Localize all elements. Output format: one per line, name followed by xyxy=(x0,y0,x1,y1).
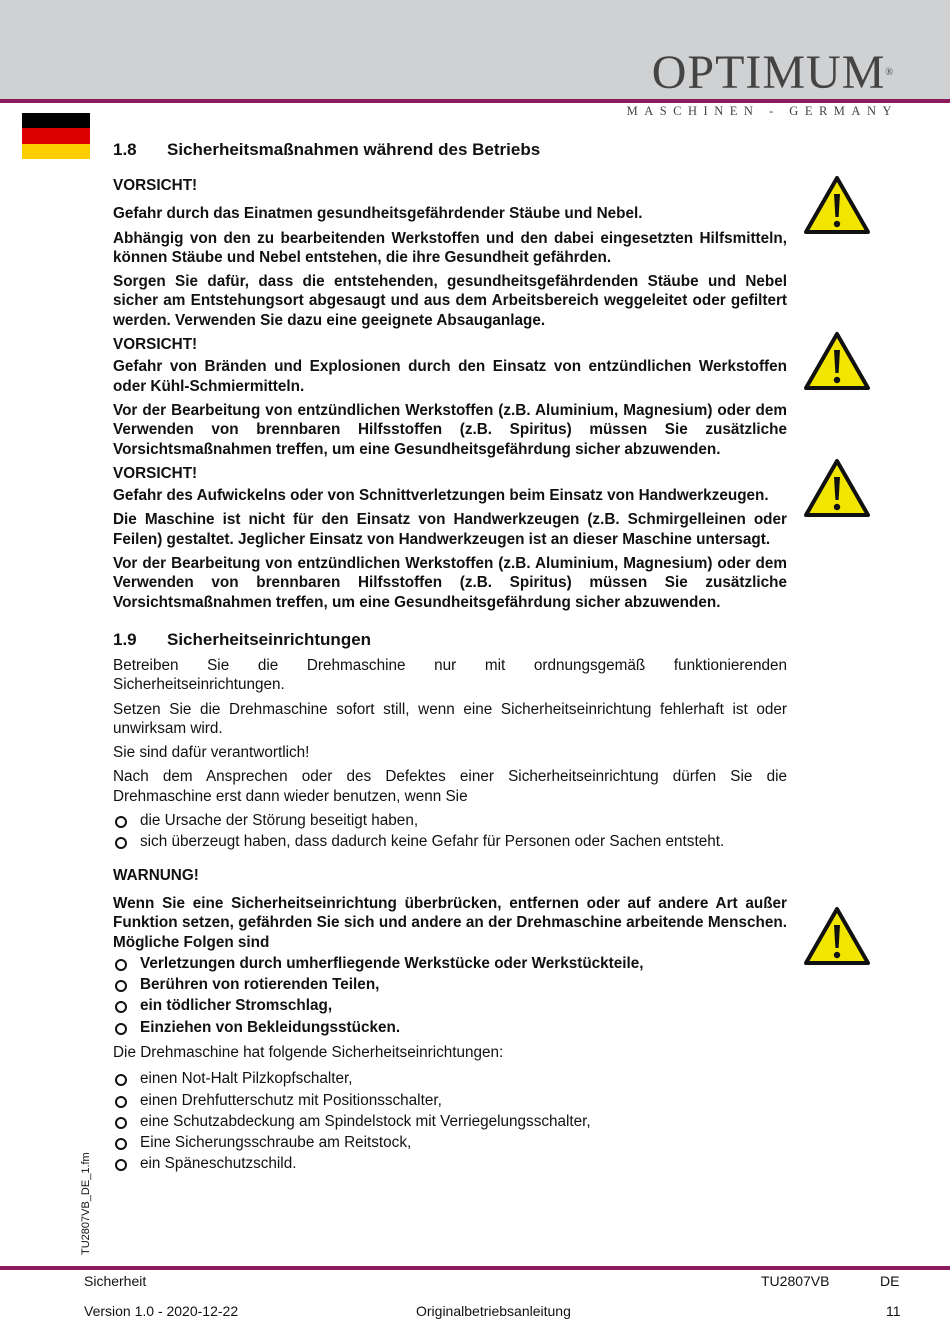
warning-label: WARNUNG! xyxy=(113,866,199,884)
caution-label: VORSICHT! xyxy=(113,336,198,354)
paragraph: Wenn Sie eine Sicherheitseinrichtung überbrücken, entfernen oder auf andere Art außer Funktion setzen, gefährden Sie sich und andere an der Drehmaschine arbeitende Menschen. Mögliche Folgen sind xyxy=(113,894,787,951)
file-name-label: TU2807VB_DE_1.fm xyxy=(80,1152,92,1255)
page-content xyxy=(113,138,787,1180)
page-number: 11 xyxy=(886,1303,901,1319)
logo-main-text: OPTIMUM xyxy=(651,46,886,99)
warning-triangle-icon xyxy=(803,458,871,518)
warning-triangle-icon xyxy=(803,175,871,235)
optimum-logo xyxy=(626,46,898,119)
list-item: sich überzeugt haben, dass dadurch keine Gefahr für Personen oder Sachen entsteht. xyxy=(113,832,787,851)
paragraph: Gefahr des Aufwickelns oder von Schnittverletzungen beim Einsatz von Handwerkzeugen. xyxy=(113,487,769,505)
condition-list xyxy=(113,811,787,852)
logo-registered-mark: ® xyxy=(885,67,894,78)
warning-triangle-icon xyxy=(803,331,871,391)
paragraph: Gefahr durch das Einatmen gesundheitsgefährdender Stäube und Nebel. xyxy=(113,205,643,223)
paragraph: Vor der Bearbeitung von entzündlichen Werkstoffen (z.B. Aluminium, Magnesium) oder dem Verwenden von brennbaren Hilfsstoffen (z.B. Spiritus) müssen Sie zusätzliche Vorsichtsmaßnahmen treffen, um eine Gesundheitsgefährdung sicher abzuwenden. xyxy=(113,401,787,458)
section-heading-1-8 xyxy=(113,138,787,162)
paragraph: Sie sind dafür verantwortlich! xyxy=(113,744,310,762)
caution-label: VORSICHT! xyxy=(113,177,198,194)
paragraph: Nach dem Ansprechen oder des Defektes einer Sicherheitseinrichtung dürfen Sie die Drehmaschine erst dann wieder benutzen, wenn Sie xyxy=(113,768,787,805)
list-item: ein Späneschutzschild. xyxy=(113,1154,787,1173)
warning-triangle-icon xyxy=(803,906,871,966)
list-item: die Ursache der Störung beseitigt haben, xyxy=(113,811,787,830)
section-number: 1.8 xyxy=(113,140,137,159)
list-item: Verletzungen durch umherfliegende Werkstücke oder Werkstückteile, xyxy=(113,954,787,973)
footer-rule xyxy=(0,1266,950,1270)
section-number: 1.9 xyxy=(113,629,137,649)
footer-model: TU2807VB xyxy=(761,1273,830,1289)
list-item: Einziehen von Bekleidungsstücken. xyxy=(113,1018,787,1037)
list-item: einen Not-Halt Pilzkopfschalter, xyxy=(113,1069,787,1088)
consequence-list xyxy=(113,954,787,1037)
section-heading-1-9 xyxy=(113,628,787,652)
paragraph: Setzen Sie die Drehmaschine sofort still, wenn eine Sicherheitseinrichtung fehlerhaft ist oder unwirksam wird. xyxy=(113,700,787,737)
section-title: Sicherheitsmaßnahmen während des Betriebs xyxy=(167,140,541,159)
paragraph: Vor der Bearbeitung von entzündlichen Werkstoffen (z.B. Aluminium, Magnesium) oder dem Verwenden von brennbaren Hilfsstoffen (z.B. Spiritus) müssen Sie zusätzliche Vorsichtsmaßnahmen treffen, um eine Gesundheitsgefährdung sicher abzuwenden. xyxy=(113,555,787,611)
list-item: eine Schutzabdeckung am Spindelstock mit Verriegelungsschalter, xyxy=(113,1112,787,1131)
list-item: Eine Sicherungsschraube am Reitstock, xyxy=(113,1133,787,1152)
paragraph: Abhängig von den zu bearbeitenden Werkstoffen und den dabei eingesetzten Hilfsmitteln, können Stäube und Nebel entstehen, die ihre Gesundheit gefährden. xyxy=(113,229,787,266)
caution-label: VORSICHT! xyxy=(113,464,198,482)
safety-devices-list xyxy=(113,1069,787,1173)
section-title: Sicherheitseinrichtungen xyxy=(167,629,372,649)
list-item: Berühren von rotierenden Teilen, xyxy=(113,975,787,994)
footer-version: Version 1.0 - 2020-12-22 xyxy=(84,1303,239,1319)
list-item: ein tödlicher Stromschlag, xyxy=(113,996,787,1015)
paragraph: Die Maschine ist nicht für den Einsatz von Handwerkzeugen (z.B. Schmirgelleinen oder Feilen) gestaltet. Jeglicher Einsatz von Handwerkzeugen ist an dieser Maschine untersagt. xyxy=(113,511,787,548)
paragraph: Gefahr von Bränden und Explosionen durch den Einsatz von entzündlichen Werkstoffen oder Kühl-Schmiermitteln. xyxy=(113,358,787,395)
paragraph: Sorgen Sie dafür, dass die entstehenden, gesundheitsgefährdenden Stäube und Nebel sicher am Entstehungsort abgesaugt und aus dem Arbeitsbereich weggeleitet oder gefiltert werden. Verwenden Sie dazu eine geeignete Absauganlage. xyxy=(113,273,787,329)
list-item: einen Drehfutterschutz mit Positionsschalter, xyxy=(113,1091,787,1110)
logo-subtitle: MASCHINEN - GERMANY xyxy=(626,104,898,118)
german-flag-icon xyxy=(22,113,90,159)
paragraph: Betreiben Sie die Drehmaschine nur mit ordnungsgemäß funktionierenden Sicherheitseinrichtungen. xyxy=(113,656,787,694)
paragraph: Die Drehmaschine hat folgende Sicherheitseinrichtungen: xyxy=(113,1043,504,1061)
footer-doc-type: Originalbetriebsanleitung xyxy=(416,1303,571,1319)
footer-language: DE xyxy=(880,1273,900,1289)
footer-section: Sicherheit xyxy=(84,1273,147,1289)
